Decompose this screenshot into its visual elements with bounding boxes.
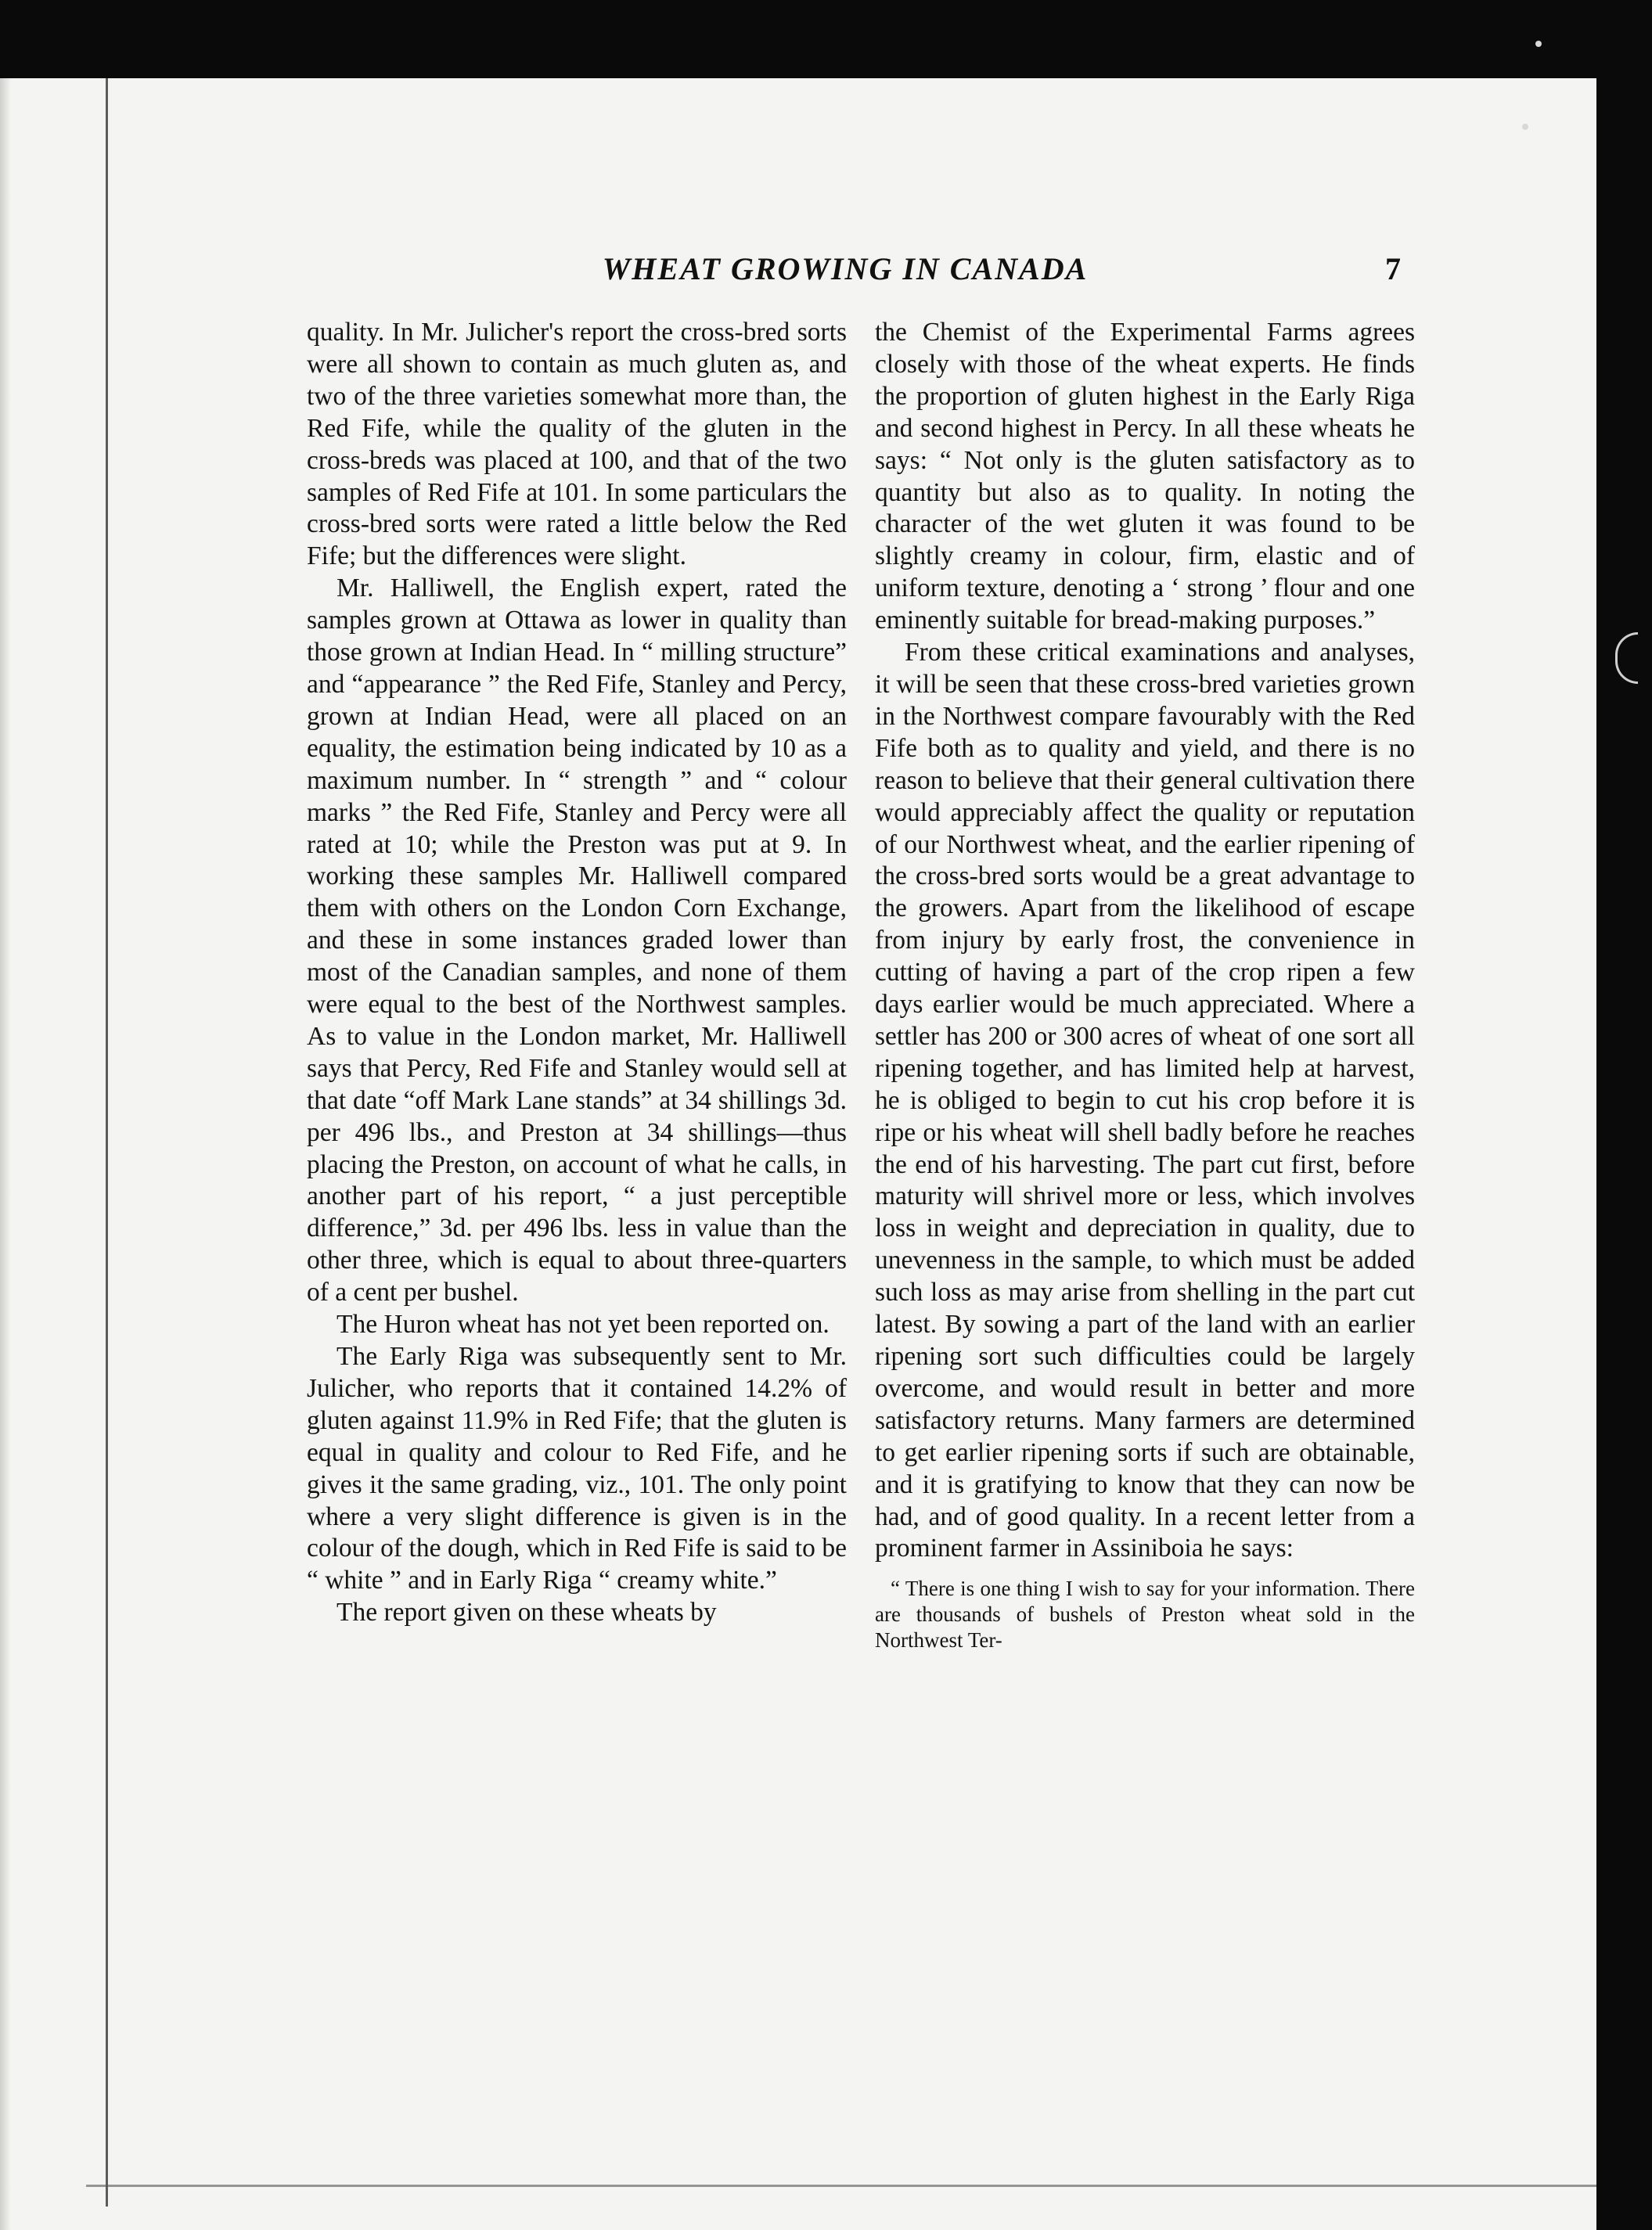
page-number: 7 <box>1385 251 1401 286</box>
bottom-page-edge <box>86 2185 1596 2187</box>
running-header: WHEAT GROWING IN CANADA <box>602 251 1089 286</box>
scan-background-edge <box>1596 78 1652 2230</box>
paragraph: Mr. Halliwell, the English expert, rated the samples grown at Ottawa as lower in quality than those grown at Indian Head. In “ milling structure” and “appearance ” the Red Fife, Stanley and Percy, grown at Indian Head, were all placed on an equality, the estimation being indicated by 10 as a maximum number. In “ strength ” and “ colour marks ” the Red Fife, Stanley and Percy were all rated at 10; while the Preston was put at 9. In working these samples Mr. Halliwell compared them with others on the London Corn Exchange, and these in some instances graded lower than most of the Canadian samples, and none of them were equal to the best of the Northwest samples. As to value in the London market, Mr. Halliwell says that Percy, Red Fife and Stanley would sell at that date “off Mark Lane stands” at 34 shillings 3d. per 496 lbs., and Preston at 34 shillings—thus placing the Preston, on account of what he calls, in another part of his report, “ a just perceptible difference,” 3d. per 496 lbs. less in value than the other three, which is equal to about three-quarters of a cent per bushel. <box>307 574 847 1307</box>
scan-speck <box>1522 124 1528 130</box>
paragraph: From these critical examinations and analyses, it will be seen that these cross-bred varieties grown in the Northwest compare favourably with the Red Fife both as to quality and yield, and there is no reason to believe that their general cultivation there would appreciably affect the quality or reputation of our Northwest wheat, and the earlier ripening of the cross-bred sorts would be a great advantage to the growers. Apart from the likelihood of escape from injury by early frost, the convenience in cutting of having a part of the crop ripen a few days earlier would be much appreciated. Where a settler has 200 or 300 acres of wheat of one sort all ripening together, and has limited help at harvest, he is obliged to begin to cut his crop before it is ripe or his wheat will shell badly before he reaches the end of his harvesting. The part cut first, before maturity will shrivel more or less, which involves loss in weight and depreciation in quality, due to unevenness in the sample, to which must be added such loss as may arise from shelling in the part cut latest. By sowing a part of the land with an earlier ripening sort such difficulties could be largely overcome, and would result in better and more satisfactory returns. Many farmers are determined to get earlier ripening sorts if such are obtainable, and it is gratifying to know that they can now be had, and of good quality. In a recent letter from a prominent farmer in Assiniboia he says: <box>875 638 1415 1563</box>
paragraph: The Huron wheat has not yet been reported on. <box>337 1310 830 1340</box>
left-column <box>307 317 847 1629</box>
paragraph: the Chemist of the Experimental Farms agrees closely with those of the wheat experts. He finds the proportion of gluten highest in the Early Riga and second highest in Percy. In all these wheats he says: “ Not only is the gluten satisfactory as to quantity but also as to quality. In noting the character of the wet gluten it was found to be slightly creamy in colour, firm, elastic and of uniform texture, denoting a ‘ strong ’ flour and one eminently suitable for bread-making purposes.” <box>875 318 1415 635</box>
binding-fold-line <box>106 78 108 2207</box>
paragraph: The report given on these wheats by <box>337 1598 717 1628</box>
paragraph: The Early Riga was subsequently sent to Mr. Julicher, who reports that it contained 14.2% of gluten against 11.9% in Red Fife; that the gluten is equal in quality and colour to Red Fife, and he gives it the same grading, viz., 101. The only point where a very slight difference is given is in the colour of the dough, which in Red Fife is said to be “ white ” and in Early Riga “ creamy white.” <box>307 1342 847 1595</box>
scan-speck <box>1535 41 1542 47</box>
block-quote: “ There is one thing I wish to say for your information. There are thousands of bushels of Preston wheat sold in the Northwest Ter- <box>875 1577 1415 1653</box>
page-fold-shadow <box>0 78 11 2230</box>
right-column <box>875 317 1415 1653</box>
paragraph: quality. In Mr. Julicher's report the cross-bred sorts were all shown to contain as much gluten as, and two of the three varieties somewhat more than, the Red Fife, while the quality of the gluten in the cross-breds was placed at 100, and that of the two samples of Red Fife at 101. In some particulars the cross-bred sorts were rated a little below the Red Fife; but the differences were slight. <box>307 318 847 571</box>
